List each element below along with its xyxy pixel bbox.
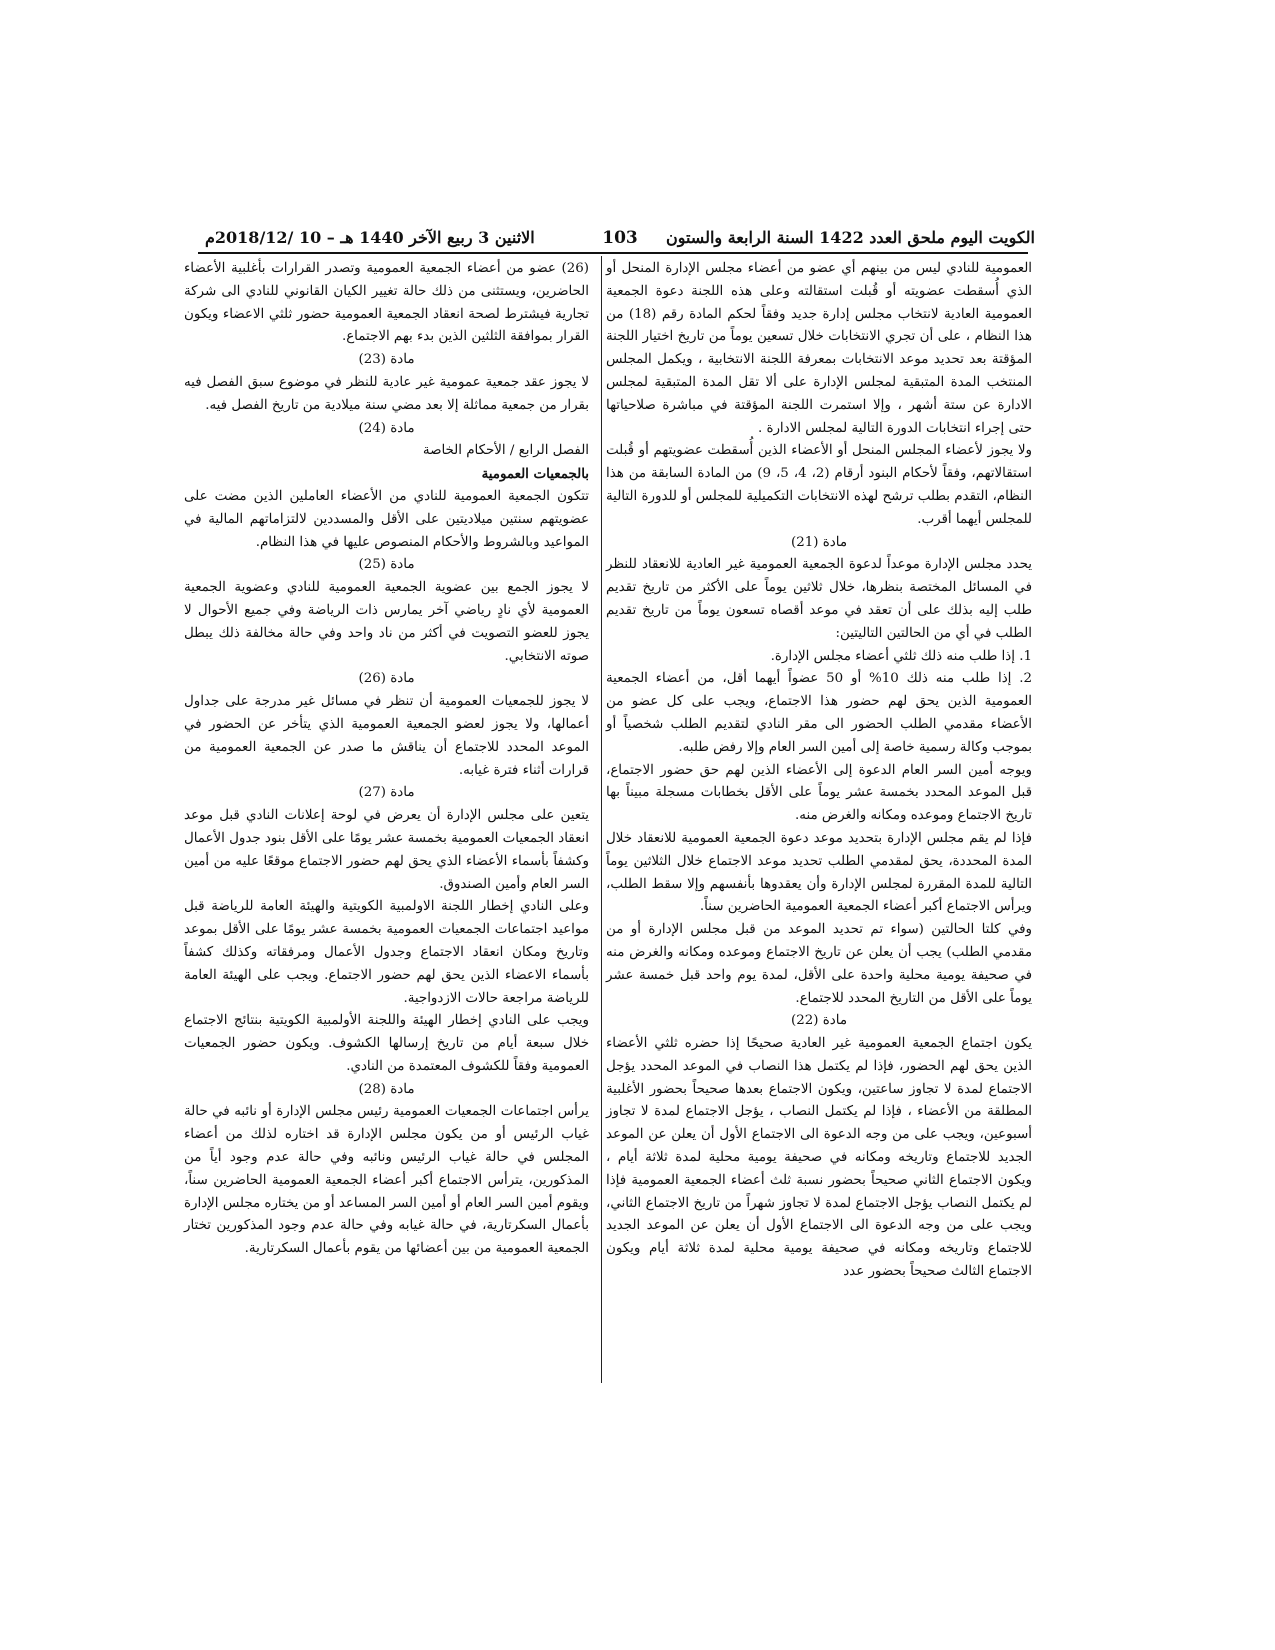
- header-publication: الكويت اليوم ملحق العدد 1422 السنة الرابعة والستون: [665, 228, 1035, 247]
- page-number: 103: [602, 228, 638, 248]
- list-item: 2. إذا طلب منه ذلك 10% أو 50 عضواً أيهما أقل، من أعضاء الجمعية العمومية الذين يحق لهم حضور هذا الاجتماع، ويجب على كل عضو من الأعضاء مقدمي الطلب الحضور الى مقر النادي لتقديم الطلب شخصياً أو بموجب وكالة رسمية خاصة إلى أمين السر العام وإلا رفض طلبه.: [606, 671, 1032, 755]
- list-item: 1. إذا طلب منه ذلك ثلثي أعضاء مجلس الإدارة.: [770, 648, 1032, 664]
- paragraph: ولا يجوز لأعضاء المجلس المنحل أو الأعضاء الذين أُسقطت عضويتهم أو قُبلت استقالاتهم، وفقاً لأحكام البنود أرقام (2، 4، 5، 9) من المادة السابقة من هذا النظام، التقدم بطلب ترشح لهذه الانتخابات التكميلية للمجلس أو للدورة التالية للمجلس أيهما أقرب.: [606, 443, 1032, 527]
- paragraph: العمومية للنادي ليس من بينهم أي عضو من أعضاء مجلس الإدارة المنحل أو الذي أُسقطت عضويته أو قُبلت استقالته وعلى هذه اللجنة دعوة الجمعية العمومية العادية لانتخاب مجلس إدارة جديد وفقاً لحكم المادة رقم (18) من هذا النظام ، على أن تجري الانتخابات خلال تسعين يوماً من تاريخ اختيار اللجنة المؤقتة بعد تحديد موعد الانتخابات بمعرفة اللجنة الانتخابية ، ويكمل المجلس المنتخب المدة المتبقية لمجلس الإدارة على ألا تقل المدة المتبقية لمجلس الادارة عن ستة أشهر ، وإلا استمرت اللجنة المؤقتة في مباشرة صلاحياتها حتى إجراء انتخابات الدورة التالية لمجلس الادارة .: [606, 261, 1032, 436]
- paragraph: وفي كلتا الحالتين (سواء تم تحديد الموعد من قبل مجلس الإدارة أو من مقدمي الطلب) يجب أن يعلن عن تاريخ الاجتماع وموعده ومكانه والغرض منه في صحيفة يومية محلية واحدة على الأقل، لمدة يوم واحد قبل خمسة عشر يوماً على الأقل من التاريخ المحدد للاجتماع.: [606, 922, 1032, 1006]
- column-divider: [601, 256, 602, 1383]
- article-heading: مادة (27): [358, 785, 415, 801]
- right-column: [606, 258, 1032, 1284]
- paragraph: يحدد مجلس الإدارة موعداً لدعوة الجمعية العمومية غير العادية للانعقاد للنظر في المسائل المختصة بنظرها، خلال ثلاثين يوماً على الأكثر من تاريخ تقديم طلب إليه بذلك على أن تعقد في موعد أقصاه تسعون يوماً من تاريخ تقديم الطلب في أي من الحالتين التاليتين:: [606, 557, 1032, 641]
- paragraph: يرأس اجتماعات الجمعيات العمومية رئيس مجلس الإدارة أو نائبه في حالة غياب الرئيس أو من يكون مجلس الإدارة قد اختاره لذلك من أعضاء المجلس في حالة غياب الرئيس ونائبه وفي حالة عدم وجود أياً من المذكورين، يترأس الاجتماع أكبر أعضاء الجمعية العمومية الحاضرين سناً، ويقوم أمين السر العام أو أمين السر المساعد أو من يختاره مجلس الإدارة بأعمال السكرتارية، في حالة غيابه وفي حالة عدم وجود المذكورين تختار الجمعية العمومية من بين أعضائها من يقوم بأعمال السكرتارية.: [184, 1104, 589, 1257]
- article-heading: مادة (28): [358, 1081, 415, 1097]
- paragraph: لا يجوز الجمع بين عضوية الجمعية العمومية للنادي وعضوية الجمعية العمومية لأي نادٍ رياضي آخر يمارس ذات الرياضة وفي جميع الأحوال لا يجوز للعضو التصويت في أكثر من ناد واحد وفي حالة مخالفة ذلك يبطل صوته الانتخابي.: [184, 580, 589, 664]
- left-column: [184, 258, 589, 1261]
- paragraph: ويجب على النادي إخطار الهيئة واللجنة الأولمبية الكويتية بنتائج الاجتماع خلال سبعة أيام من تاريخ إرسالها الكشوف. ويكون حضور الجمعيات العمومية وفقاً للكشوف المعتمدة من النادي.: [184, 1013, 589, 1074]
- header-divider: [198, 252, 1028, 254]
- paragraph: تتكون الجمعية العمومية للنادي من الأعضاء العاملين الذين مضت على عضويتهم سنتين ميلاديتين على الأقل والمسددين لالتزاماتهم المالية في المواعيد وبالشروط والأحكام المنصوص عليها في هذا النظام.: [184, 488, 589, 550]
- article-heading: مادة (21): [791, 534, 847, 550]
- paragraph: ويوجه أمين السر العام الدعوة إلى الأعضاء الذين لهم حق حضور الاجتماع، قبل الموعد المحدد بخمسة عشر يوماً على الأقل بخطابات مسجلة مبيناً بها تاريخ الاجتماع وموعده ومكانه والغرض منه.: [606, 762, 1032, 824]
- article-heading: مادة (22): [791, 1013, 847, 1029]
- header-date: الاثنين 3 ربيع الآخر 1440 هـ – 10 /2018/12م: [205, 228, 535, 247]
- paragraph: لا يجوز عقد جمعية عمومية غير عادية للنظر في موضوع سبق الفصل فيه بقرار من جمعية مماثلة إلا بعد مضي سنة ميلادية من تاريخ الفصل فيه.: [184, 374, 589, 413]
- chapter-subheading: بالجمعيات العمومية: [481, 466, 589, 483]
- paragraph: لا يجوز للجمعيات العمومية أن تنظر في مسائل غير مدرجة على جداول أعمالها، ولا يجوز لعضو الجمعية العمومية الذي يتأخر عن الحضور في الموعد المحدد للاجتماع أن يناقش ما صدر عن الجمعية العمومية من قرارات أثناء فترة غيابه.: [184, 694, 589, 778]
- paragraph: يتعين على مجلس الإدارة أن يعرض في لوحة إعلانات النادي قبل موعد انعقاد الجمعيات العمومية بخمسة عشر يومًا على الأقل بنود جدول الأعمال وكشفاً بأسماء الأعضاء الذي يحق لهم حضور الاجتماع موقعًا عليه من أمين السر العام وأمين الصندوق.: [184, 808, 589, 892]
- article-heading: مادة (25): [358, 557, 415, 573]
- page-header: [205, 226, 1035, 252]
- article-heading: مادة (24): [358, 420, 415, 436]
- paragraph: وعلى النادي إخطار اللجنة الاولمبية الكويتية والهيئة العامة للرياضة قبل مواعيد اجتماعات الجمعيات العمومية بخمسة عشر يومًا على الأقل بموعد وتاريخ ومكان انعقاد الاجتماع وجدول الأعمال ومرفقاته وكذلك كشفاً بأسماء الاعضاء الذين يحق لهم حضور الاجتماع. ويجب على الهيئة العامة للرياضة مراجعة حالات الازدواجية.: [184, 899, 589, 1006]
- article-heading: مادة (23): [358, 352, 415, 368]
- paragraph: فإذا لم يقم مجلس الإدارة بتحديد موعد دعوة الجمعية العمومية للانعقاد خلال المدة المحددة، يحق لمقدمي الطلب تحديد موعد الاجتماع خلال الثلاثين يوماً التالية للمدة المقررة لمجلس الإدارة وأن يعقدوها بأنفسهم وإلا سقط الطلب، ويرأس الاجتماع أكبر أعضاء الجمعية العمومية الحاضرين سناً.: [606, 830, 1032, 915]
- paragraph: (26) عضو من أعضاء الجمعية العمومية وتصدر القرارات بأغلبية الأعضاء الحاضرين، ويستثنى من ذلك حالة تغيير الكيان القانوني للنادي الى شركة تجارية فيشترط لصحة انعقاد الجمعية العمومية حضور ثلثي الاعضاء ويكون القرار بموافقة الثلثين الذين بدء بهم الاجتماع.: [184, 261, 589, 345]
- chapter-heading: الفصل الرابع / الأحكام الخاصة: [422, 443, 589, 459]
- article-heading: مادة (26): [358, 671, 415, 687]
- paragraph: يكون اجتماع الجمعية العمومية غير العادية صحيحًا إذا حضره ثلثي الأعضاء الذين يحق لهم الحضور، فإذا لم يكتمل هذا النصاب في الموعد المحدد يؤجل الاجتماع لمدة لا تجاوز ساعتين، ويكون الاجتماع بعدها صحيحاً بحضور الأغلبية المطلقة من الأعضاء ، فإذا لم يكتمل النصاب ، يؤجل الاجتماع لمدة لا تجاوز أسبوعين، ويجب على من وجه الدعوة الى الاجتماع الأول أن يعلن عن الموعد الجديد للاجتماع وتاريخه ومكانه في صحيفة يومية محلية لمدة ثلاثة أيام ، ويكون الاجتماع الثاني صحيحاً بحضور نسبة ثلث أعضاء الجمعية العمومية فإذا لم يكتمل النصاب يؤجل الاجتماع لمدة لا تجاوز شهراً من تاريخ الاجتماع الثاني، ويجب على من وجه الدعوة الى الاجتماع الأول أن يعلن عن الموعد الجديد للاجتماع وتاريخه ومكانه في صحيفة يومية محلية لمدة ثلاثة أيام ويكون الاجتماع الثالث صحيحاً بحضور عدد: [606, 1036, 1032, 1280]
